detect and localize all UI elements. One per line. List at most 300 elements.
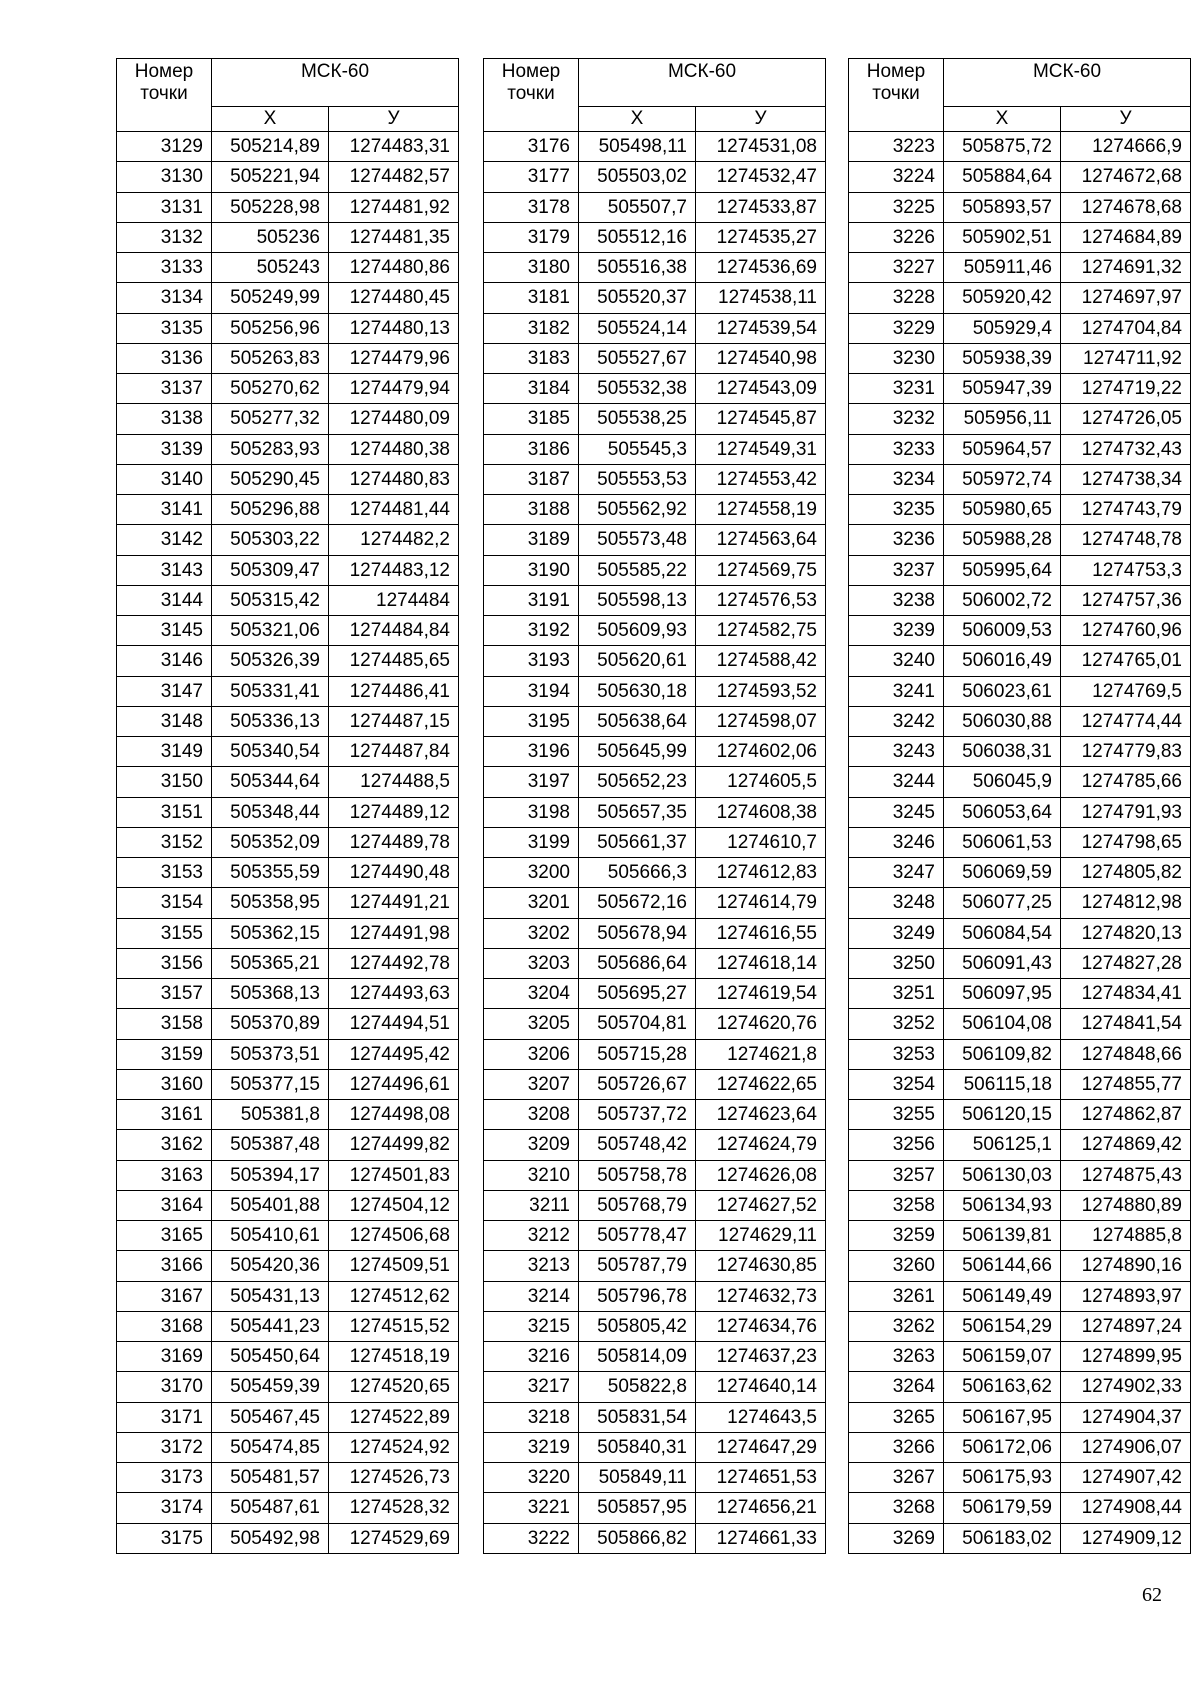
table-row <box>849 343 1191 373</box>
point-number-cell: 3140 <box>117 464 212 494</box>
x-coordinate-cell: 505370,89 <box>212 1009 329 1039</box>
point-number-cell: 3142 <box>117 525 212 555</box>
table-row <box>849 797 1191 827</box>
point-number-cell: 3195 <box>484 706 579 736</box>
y-coordinate-cell: 1274486,41 <box>329 676 459 706</box>
point-number-header: Номер точки <box>849 59 944 132</box>
table-row <box>849 948 1191 978</box>
table-row <box>849 1432 1191 1462</box>
x-coordinate-cell: 505620,61 <box>579 646 696 676</box>
table-row <box>849 737 1191 767</box>
table-row <box>117 706 459 736</box>
y-coordinate-cell: 1274553,42 <box>696 464 826 494</box>
page-number: 62 <box>1142 1584 1162 1606</box>
x-coordinate-cell: 505481,57 <box>212 1463 329 1493</box>
x-coordinate-cell: 506175,93 <box>944 1463 1061 1493</box>
x-coordinate-cell: 505678,94 <box>579 918 696 948</box>
point-number-cell: 3219 <box>484 1432 579 1462</box>
coordinate-system-header: МСК-60 <box>944 59 1191 107</box>
x-coordinate-cell: 505503,02 <box>579 162 696 192</box>
point-number-cell: 3239 <box>849 616 944 646</box>
x-coordinate-cell: 505695,27 <box>579 979 696 1009</box>
y-coordinate-cell: 1274855,77 <box>1061 1069 1191 1099</box>
table-row <box>117 1221 459 1251</box>
y-coordinate-cell: 1274536,69 <box>696 253 826 283</box>
point-number-cell: 3257 <box>849 1160 944 1190</box>
point-number-cell: 3217 <box>484 1372 579 1402</box>
table-row <box>117 132 459 162</box>
y-coordinate-cell: 1274526,73 <box>329 1463 459 1493</box>
x-coordinate-cell: 505450,64 <box>212 1342 329 1372</box>
y-coordinate-cell: 1274890,16 <box>1061 1251 1191 1281</box>
x-coordinate-cell: 505441,23 <box>212 1311 329 1341</box>
x-coordinate-cell: 505459,39 <box>212 1372 329 1402</box>
table-row <box>117 1069 459 1099</box>
table-row <box>117 343 459 373</box>
table-row <box>484 585 826 615</box>
table-row <box>849 1402 1191 1432</box>
point-number-cell: 3232 <box>849 404 944 434</box>
y-coordinate-cell: 1274647,29 <box>696 1432 826 1462</box>
y-coordinate-cell: 1274538,11 <box>696 283 826 313</box>
y-coordinate-cell: 1274620,76 <box>696 1009 826 1039</box>
y-coordinate-cell: 1274619,54 <box>696 979 826 1009</box>
y-coordinate-cell: 1274902,33 <box>1061 1372 1191 1402</box>
point-number-cell: 3180 <box>484 253 579 283</box>
y-coordinate-cell: 1274509,51 <box>329 1251 459 1281</box>
x-coordinate-cell: 505467,45 <box>212 1402 329 1432</box>
table-row <box>849 192 1191 222</box>
table-row <box>117 737 459 767</box>
x-coordinate-cell: 505995,64 <box>944 555 1061 585</box>
x-coordinate-cell: 506167,95 <box>944 1402 1061 1432</box>
x-coordinate-cell: 506009,53 <box>944 616 1061 646</box>
y-coordinate-cell: 1274897,24 <box>1061 1311 1191 1341</box>
x-coordinate-cell: 505866,82 <box>579 1523 696 1553</box>
x-coordinate-cell: 505726,67 <box>579 1069 696 1099</box>
table-row <box>849 1069 1191 1099</box>
point-number-cell: 3250 <box>849 948 944 978</box>
table-row <box>117 464 459 494</box>
table-row <box>849 646 1191 676</box>
point-number-cell: 3170 <box>117 1372 212 1402</box>
table-row <box>849 858 1191 888</box>
point-number-cell: 3149 <box>117 737 212 767</box>
y-coordinate-cell: 1274757,36 <box>1061 585 1191 615</box>
y-coordinate-cell: 1274481,44 <box>329 495 459 525</box>
table-row <box>849 162 1191 192</box>
y-coordinate-cell: 1274492,78 <box>329 948 459 978</box>
table-row <box>117 404 459 434</box>
table-row <box>484 222 826 252</box>
point-number-cell: 3167 <box>117 1281 212 1311</box>
point-number-cell: 3177 <box>484 162 579 192</box>
y-coordinate-cell: 1274748,78 <box>1061 525 1191 555</box>
y-coordinate-cell: 1274598,07 <box>696 706 826 736</box>
table-row <box>849 1372 1191 1402</box>
x-coordinate-cell: 506183,02 <box>944 1523 1061 1553</box>
x-coordinate-cell: 506139,81 <box>944 1221 1061 1251</box>
table-row <box>484 1493 826 1523</box>
y-coordinate-cell: 1274610,7 <box>696 827 826 857</box>
y-coordinate-cell: 1274621,8 <box>696 1039 826 1069</box>
point-number-cell: 3202 <box>484 918 579 948</box>
table-row <box>849 616 1191 646</box>
point-number-cell: 3258 <box>849 1190 944 1220</box>
point-number-cell: 3152 <box>117 827 212 857</box>
table-row <box>849 1523 1191 1553</box>
point-number-cell: 3266 <box>849 1432 944 1462</box>
y-coordinate-cell: 1274487,15 <box>329 706 459 736</box>
table-row <box>117 434 459 464</box>
y-coordinate-cell: 1274605,5 <box>696 767 826 797</box>
table-row <box>117 1372 459 1402</box>
point-number-cell: 3215 <box>484 1311 579 1341</box>
x-coordinate-cell: 505980,65 <box>944 495 1061 525</box>
x-coordinate-cell: 506134,93 <box>944 1190 1061 1220</box>
point-number-cell: 3236 <box>849 525 944 555</box>
y-coordinate-cell: 1274524,92 <box>329 1432 459 1462</box>
table-row <box>117 1009 459 1039</box>
table-row <box>117 313 459 343</box>
y-coordinate-cell: 1274493,63 <box>329 979 459 1009</box>
y-coordinate-cell: 1274479,94 <box>329 374 459 404</box>
y-coordinate-cell: 1274618,14 <box>696 948 826 978</box>
x-coordinate-cell: 505748,42 <box>579 1130 696 1160</box>
point-number-cell: 3175 <box>117 1523 212 1553</box>
y-coordinate-cell: 1274491,21 <box>329 888 459 918</box>
x-coordinate-cell: 505263,83 <box>212 343 329 373</box>
coordinate-table-1 <box>116 58 459 1554</box>
x-coordinate-cell: 505340,54 <box>212 737 329 767</box>
table-row <box>484 1069 826 1099</box>
y-coordinate-cell: 1274518,19 <box>329 1342 459 1372</box>
table-row <box>849 888 1191 918</box>
point-number-cell: 3247 <box>849 858 944 888</box>
y-coordinate-cell: 1274481,35 <box>329 222 459 252</box>
table-row <box>117 1190 459 1220</box>
x-column-header: Х <box>579 107 696 132</box>
table-row <box>117 1402 459 1432</box>
table-row <box>849 222 1191 252</box>
x-coordinate-cell: 505321,06 <box>212 616 329 646</box>
point-number-cell: 3196 <box>484 737 579 767</box>
y-coordinate-cell: 1274623,64 <box>696 1100 826 1130</box>
y-coordinate-cell: 1274588,42 <box>696 646 826 676</box>
y-coordinate-cell: 1274719,22 <box>1061 374 1191 404</box>
x-coordinate-cell: 505657,35 <box>579 797 696 827</box>
table-row <box>484 767 826 797</box>
point-number-cell: 3242 <box>849 706 944 736</box>
x-coordinate-cell: 506163,62 <box>944 1372 1061 1402</box>
x-coordinate-cell: 505805,42 <box>579 1311 696 1341</box>
table-row <box>117 283 459 313</box>
table-row <box>117 1281 459 1311</box>
y-coordinate-cell: 1274576,53 <box>696 585 826 615</box>
table-row <box>484 737 826 767</box>
point-number-cell: 3245 <box>849 797 944 827</box>
table-row <box>484 1160 826 1190</box>
x-coordinate-cell: 505290,45 <box>212 464 329 494</box>
point-number-cell: 3159 <box>117 1039 212 1069</box>
table-row <box>484 1523 826 1553</box>
x-coordinate-cell: 505972,74 <box>944 464 1061 494</box>
point-number-cell: 3169 <box>117 1342 212 1372</box>
point-number-cell: 3190 <box>484 555 579 585</box>
point-number-cell: 3205 <box>484 1009 579 1039</box>
x-coordinate-cell: 505562,92 <box>579 495 696 525</box>
y-coordinate-cell: 1274616,55 <box>696 918 826 948</box>
x-coordinate-cell: 505344,64 <box>212 767 329 797</box>
x-coordinate-cell: 505277,32 <box>212 404 329 434</box>
y-coordinate-cell: 1274602,06 <box>696 737 826 767</box>
table-row <box>484 1432 826 1462</box>
y-coordinate-cell: 1274743,79 <box>1061 495 1191 525</box>
table-row <box>849 253 1191 283</box>
x-coordinate-cell: 506159,07 <box>944 1342 1061 1372</box>
y-coordinate-cell: 1274798,65 <box>1061 827 1191 857</box>
x-coordinate-cell: 505498,11 <box>579 132 696 162</box>
point-number-cell: 3155 <box>117 918 212 948</box>
point-number-cell: 3174 <box>117 1493 212 1523</box>
y-coordinate-cell: 1274479,96 <box>329 343 459 373</box>
x-coordinate-cell: 505401,88 <box>212 1190 329 1220</box>
table-row <box>484 888 826 918</box>
point-number-cell: 3248 <box>849 888 944 918</box>
point-number-cell: 3131 <box>117 192 212 222</box>
x-coordinate-cell: 505520,37 <box>579 283 696 313</box>
y-coordinate-cell: 1274480,86 <box>329 253 459 283</box>
table-row <box>117 162 459 192</box>
x-coordinate-cell: 506130,03 <box>944 1160 1061 1190</box>
point-number-cell: 3172 <box>117 1432 212 1462</box>
y-coordinate-cell: 1274535,27 <box>696 222 826 252</box>
x-coordinate-cell: 505214,89 <box>212 132 329 162</box>
x-coordinate-cell: 506061,53 <box>944 827 1061 857</box>
x-coordinate-cell: 506077,25 <box>944 888 1061 918</box>
x-coordinate-cell: 505527,67 <box>579 343 696 373</box>
y-coordinate-cell: 1274875,43 <box>1061 1160 1191 1190</box>
y-coordinate-cell: 1274711,92 <box>1061 343 1191 373</box>
y-coordinate-cell: 1274549,31 <box>696 434 826 464</box>
table-row <box>849 464 1191 494</box>
y-coordinate-cell: 1274482,2 <box>329 525 459 555</box>
point-number-cell: 3251 <box>849 979 944 1009</box>
x-coordinate-cell: 505362,15 <box>212 918 329 948</box>
point-number-cell: 3214 <box>484 1281 579 1311</box>
point-number-cell: 3204 <box>484 979 579 1009</box>
point-number-cell: 3227 <box>849 253 944 283</box>
y-coordinate-cell: 1274520,65 <box>329 1372 459 1402</box>
y-coordinate-cell: 1274753,3 <box>1061 555 1191 585</box>
table-row <box>484 192 826 222</box>
point-number-cell: 3160 <box>117 1069 212 1099</box>
point-number-cell: 3224 <box>849 162 944 192</box>
table-row <box>484 1372 826 1402</box>
y-coordinate-cell: 1274862,87 <box>1061 1100 1191 1130</box>
x-coordinate-cell: 506109,82 <box>944 1039 1061 1069</box>
x-coordinate-cell: 506053,64 <box>944 797 1061 827</box>
table-row <box>484 495 826 525</box>
point-number-cell: 3176 <box>484 132 579 162</box>
y-coordinate-cell: 1274906,07 <box>1061 1432 1191 1462</box>
y-coordinate-cell: 1274608,38 <box>696 797 826 827</box>
point-number-cell: 3243 <box>849 737 944 767</box>
point-number-header: Номер точки <box>117 59 212 132</box>
table-row <box>484 525 826 555</box>
point-number-cell: 3189 <box>484 525 579 555</box>
y-coordinate-cell: 1274661,33 <box>696 1523 826 1553</box>
x-coordinate-cell: 505336,13 <box>212 706 329 736</box>
x-coordinate-cell: 505704,81 <box>579 1009 696 1039</box>
table-row <box>849 132 1191 162</box>
table-row <box>484 616 826 646</box>
point-number-cell: 3163 <box>117 1160 212 1190</box>
point-number-cell: 3129 <box>117 132 212 162</box>
table-row <box>484 555 826 585</box>
point-number-cell: 3244 <box>849 767 944 797</box>
y-coordinate-cell: 1274569,75 <box>696 555 826 585</box>
table-row <box>849 918 1191 948</box>
y-coordinate-cell: 1274634,76 <box>696 1311 826 1341</box>
point-number-cell: 3194 <box>484 676 579 706</box>
point-number-cell: 3264 <box>849 1372 944 1402</box>
point-number-cell: 3166 <box>117 1251 212 1281</box>
x-coordinate-cell: 505573,48 <box>579 525 696 555</box>
table-row <box>849 283 1191 313</box>
x-coordinate-cell: 505768,79 <box>579 1190 696 1220</box>
y-coordinate-cell: 1274869,42 <box>1061 1130 1191 1160</box>
x-coordinate-cell: 505956,11 <box>944 404 1061 434</box>
y-coordinate-cell: 1274515,52 <box>329 1311 459 1341</box>
table-row <box>117 1311 459 1341</box>
y-coordinate-cell: 1274632,73 <box>696 1281 826 1311</box>
table-row <box>484 253 826 283</box>
point-number-cell: 3130 <box>117 162 212 192</box>
y-coordinate-cell: 1274651,53 <box>696 1463 826 1493</box>
y-coordinate-cell: 1274885,8 <box>1061 1221 1191 1251</box>
x-coordinate-cell: 505516,38 <box>579 253 696 283</box>
x-coordinate-cell: 505270,62 <box>212 374 329 404</box>
y-column-header: У <box>1061 107 1191 132</box>
y-coordinate-cell: 1274656,21 <box>696 1493 826 1523</box>
point-number-cell: 3145 <box>117 616 212 646</box>
y-coordinate-cell: 1274640,14 <box>696 1372 826 1402</box>
y-coordinate-cell: 1274528,32 <box>329 1493 459 1523</box>
table-row <box>117 1493 459 1523</box>
table-row <box>484 1009 826 1039</box>
x-coordinate-cell: 506154,29 <box>944 1311 1061 1341</box>
y-coordinate-cell: 1274558,19 <box>696 495 826 525</box>
x-coordinate-cell: 505236 <box>212 222 329 252</box>
point-number-cell: 3193 <box>484 646 579 676</box>
point-number-cell: 3216 <box>484 1342 579 1372</box>
x-coordinate-cell: 505355,59 <box>212 858 329 888</box>
table-row <box>117 1039 459 1069</box>
x-coordinate-cell: 505303,22 <box>212 525 329 555</box>
y-coordinate-cell: 1274531,08 <box>696 132 826 162</box>
x-coordinate-cell: 505410,61 <box>212 1221 329 1251</box>
table-row <box>484 1100 826 1130</box>
y-coordinate-cell: 1274532,47 <box>696 162 826 192</box>
point-number-cell: 3197 <box>484 767 579 797</box>
point-number-cell: 3249 <box>849 918 944 948</box>
point-number-cell: 3207 <box>484 1069 579 1099</box>
point-number-cell: 3154 <box>117 888 212 918</box>
y-coordinate-cell: 1274522,89 <box>329 1402 459 1432</box>
table-row <box>117 253 459 283</box>
x-coordinate-cell: 505875,72 <box>944 132 1061 162</box>
x-coordinate-cell: 505474,85 <box>212 1432 329 1462</box>
x-coordinate-cell: 505532,38 <box>579 374 696 404</box>
table-row <box>484 1039 826 1069</box>
x-coordinate-cell: 505243 <box>212 253 329 283</box>
point-number-cell: 3226 <box>849 222 944 252</box>
y-coordinate-cell: 1274666,9 <box>1061 132 1191 162</box>
point-number-cell: 3230 <box>849 343 944 373</box>
x-coordinate-cell: 505988,28 <box>944 525 1061 555</box>
y-coordinate-cell: 1274684,89 <box>1061 222 1191 252</box>
table-row <box>117 585 459 615</box>
y-coordinate-cell: 1274545,87 <box>696 404 826 434</box>
point-number-cell: 3150 <box>117 767 212 797</box>
table-row <box>117 1130 459 1160</box>
point-number-cell: 3223 <box>849 132 944 162</box>
point-number-cell: 3267 <box>849 1463 944 1493</box>
y-coordinate-cell: 1274483,31 <box>329 132 459 162</box>
table-row <box>484 283 826 313</box>
x-coordinate-cell: 506097,95 <box>944 979 1061 1009</box>
point-number-cell: 3156 <box>117 948 212 978</box>
x-coordinate-cell: 505778,47 <box>579 1221 696 1251</box>
x-coordinate-cell: 506030,88 <box>944 706 1061 736</box>
point-number-cell: 3144 <box>117 585 212 615</box>
y-coordinate-cell: 1274481,92 <box>329 192 459 222</box>
point-number-cell: 3185 <box>484 404 579 434</box>
point-number-cell: 3212 <box>484 1221 579 1251</box>
table-row <box>849 827 1191 857</box>
x-coordinate-cell: 505507,7 <box>579 192 696 222</box>
x-coordinate-cell: 506084,54 <box>944 918 1061 948</box>
x-coordinate-cell: 506125,1 <box>944 1130 1061 1160</box>
x-coordinate-cell: 505512,16 <box>579 222 696 252</box>
y-coordinate-cell: 1274480,38 <box>329 434 459 464</box>
y-coordinate-cell: 1274769,5 <box>1061 676 1191 706</box>
table-row <box>849 1342 1191 1372</box>
point-number-cell: 3139 <box>117 434 212 464</box>
x-coordinate-cell: 505358,95 <box>212 888 329 918</box>
y-coordinate-cell: 1274480,13 <box>329 313 459 343</box>
point-number-cell: 3168 <box>117 1311 212 1341</box>
y-coordinate-cell: 1274827,28 <box>1061 948 1191 978</box>
table-row <box>484 1251 826 1281</box>
x-coordinate-cell: 505857,95 <box>579 1493 696 1523</box>
point-number-cell: 3148 <box>117 706 212 736</box>
table-row <box>484 827 826 857</box>
table-row <box>484 676 826 706</box>
y-coordinate-cell: 1274540,98 <box>696 343 826 373</box>
point-number-header: Номер точки <box>484 59 579 132</box>
x-coordinate-cell: 505849,11 <box>579 1463 696 1493</box>
point-number-cell: 3165 <box>117 1221 212 1251</box>
point-number-cell: 3199 <box>484 827 579 857</box>
y-coordinate-cell: 1274622,65 <box>696 1069 826 1099</box>
point-number-cell: 3209 <box>484 1130 579 1160</box>
table-row <box>849 555 1191 585</box>
x-coordinate-cell: 505598,13 <box>579 585 696 615</box>
x-coordinate-cell: 506002,72 <box>944 585 1061 615</box>
y-coordinate-cell: 1274834,41 <box>1061 979 1191 1009</box>
